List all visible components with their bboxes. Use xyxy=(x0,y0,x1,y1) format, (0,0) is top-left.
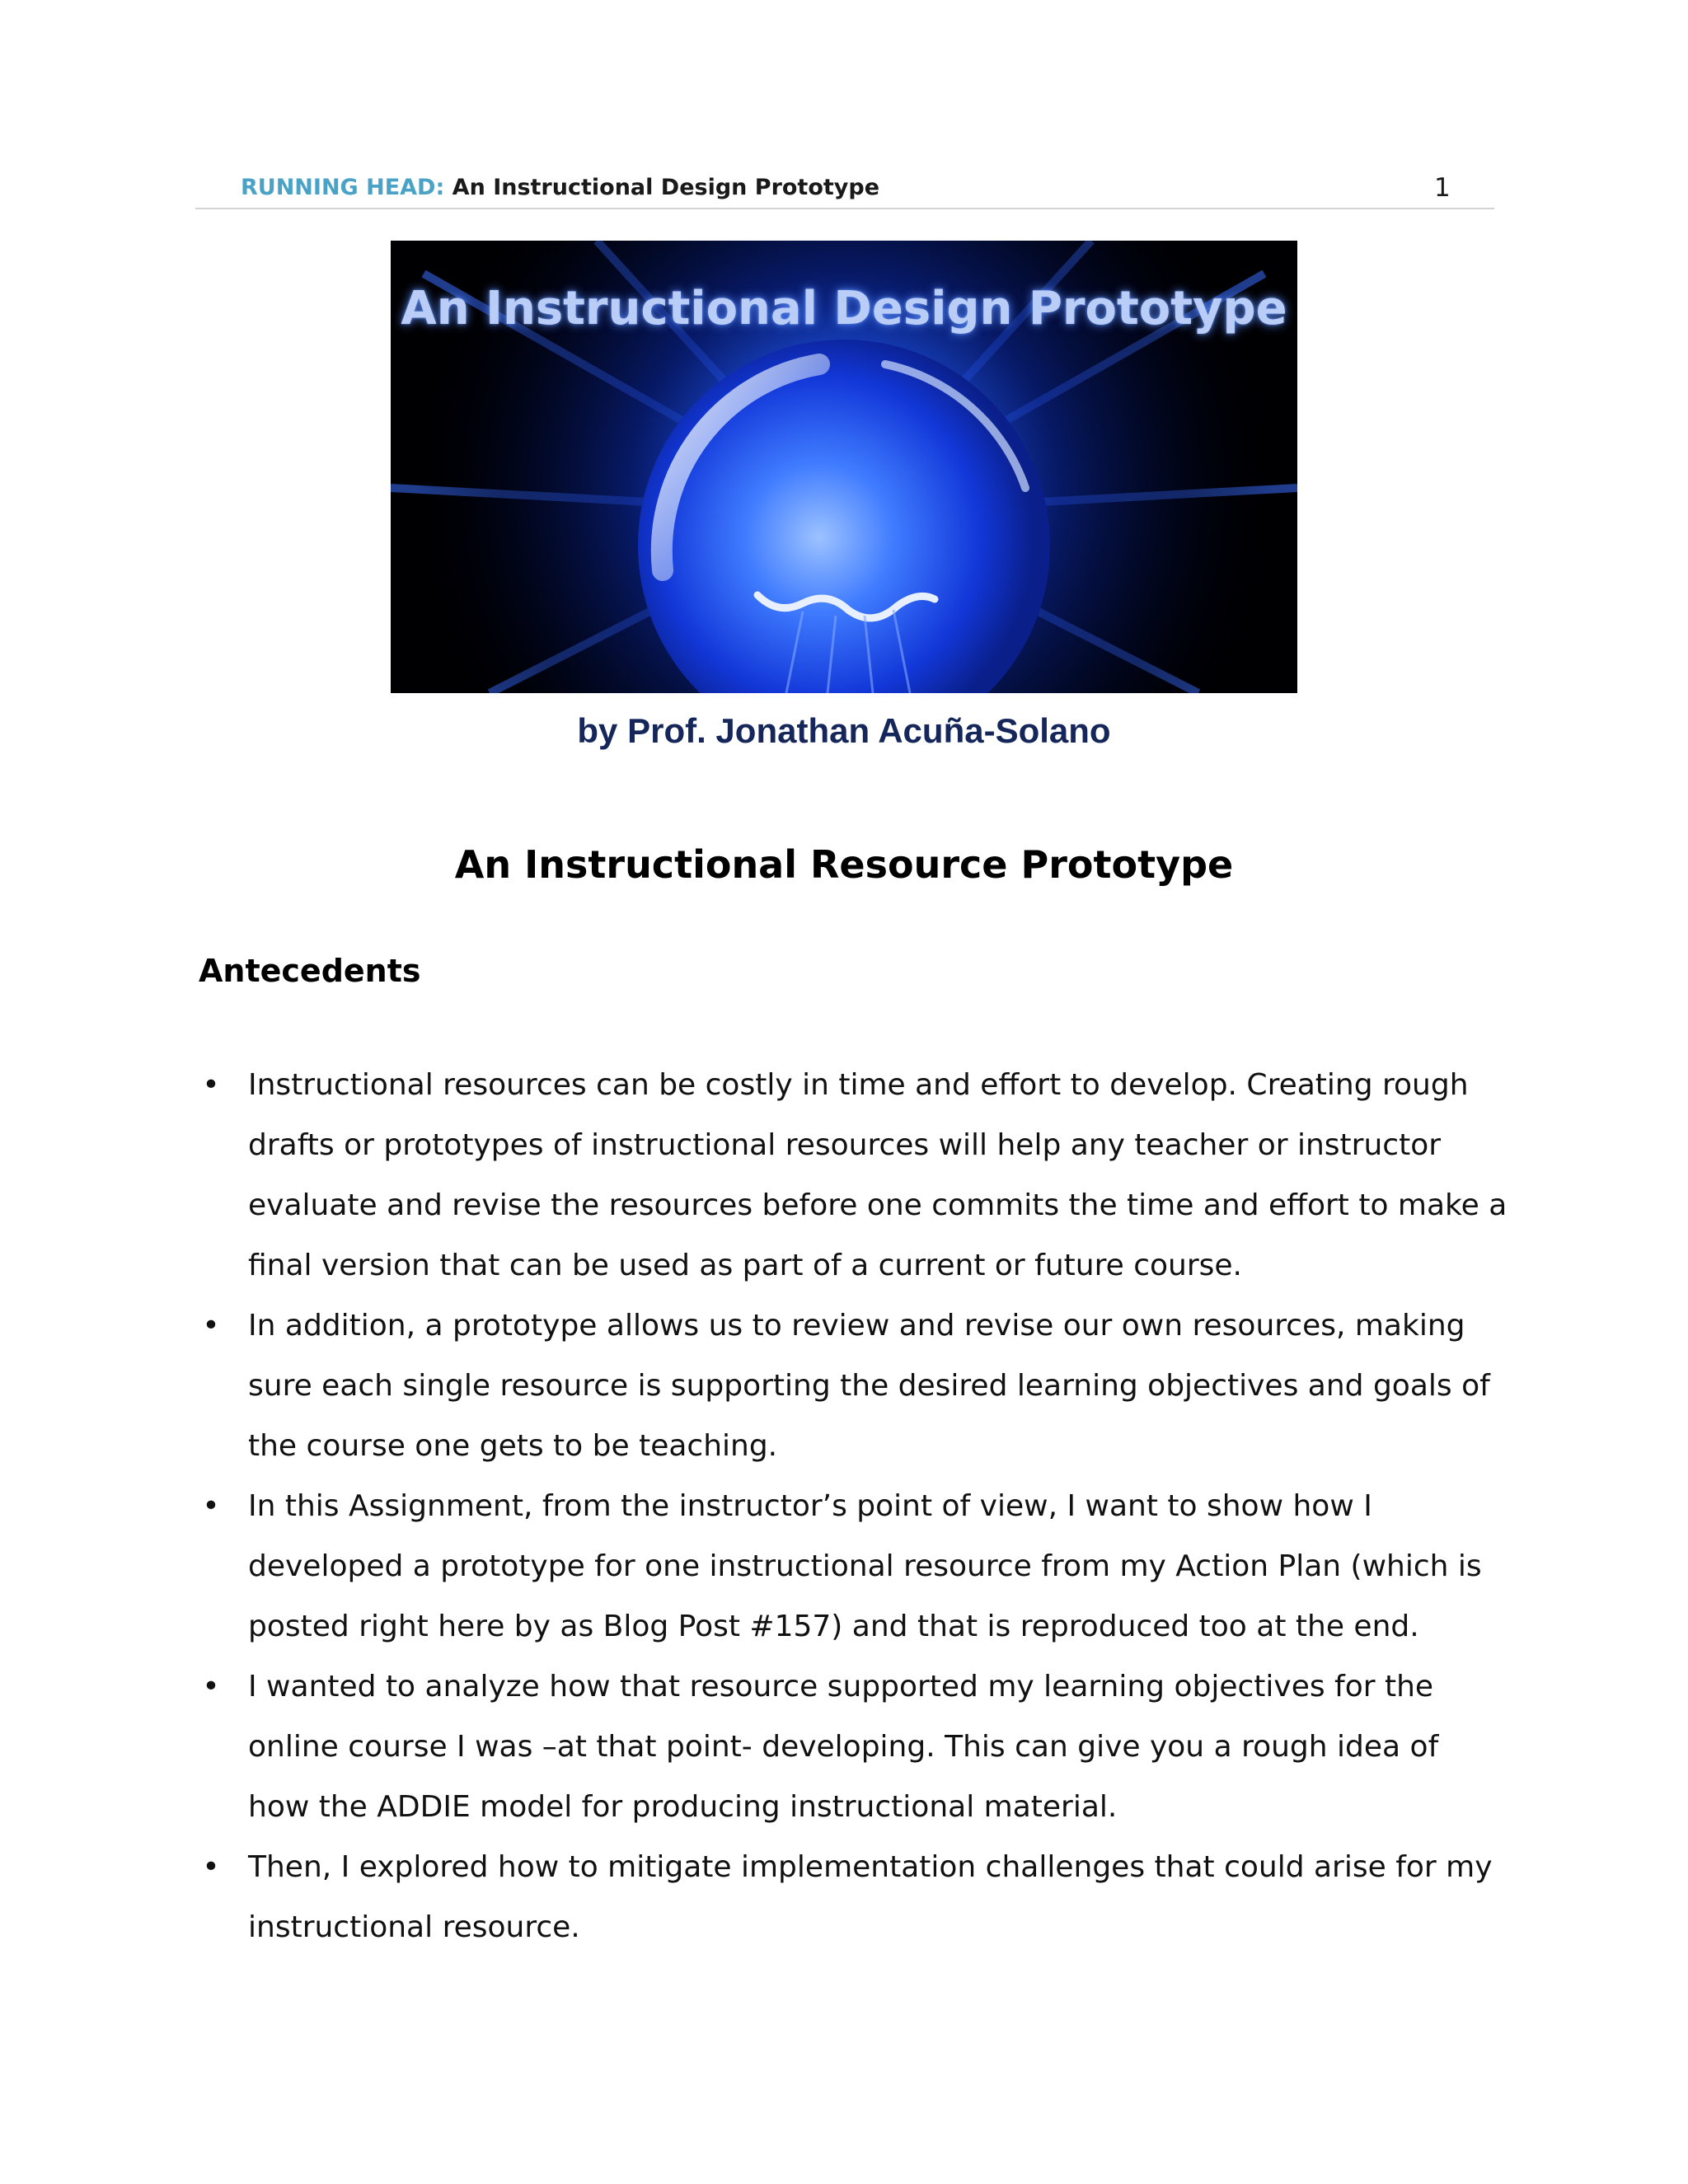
header-divider xyxy=(195,208,1494,209)
banner-image xyxy=(391,241,1297,693)
bullet-text-line: sure each single resource is supporting the desired learning objectives and goals of xyxy=(248,1369,1490,1403)
bullet-text-line: how the ADDIE model for producing instructional material. xyxy=(248,1790,1118,1824)
bullet-text-line: posted right here by as Blog Post #157) and that is reproduced too at the end. xyxy=(248,1610,1419,1643)
bullet-text-line: In addition, a prototype allows us to review and revise our own resources, making xyxy=(248,1309,1465,1343)
bullet-text-line: instructional resource. xyxy=(248,1910,580,1944)
running-head-title: An Instructional Design Prototype xyxy=(452,175,880,200)
bullet-icon: • xyxy=(202,1309,220,1343)
list-item xyxy=(199,1657,1494,1837)
banner-byline: by Prof. Jonathan Acuña-Solano xyxy=(577,711,1111,750)
bullet-text-line: In this Assignment, from the instructor’s point of view, I want to show how I xyxy=(248,1489,1372,1523)
bullet-icon: • xyxy=(202,1068,220,1102)
bullet-text-line: developed a prototype for one instructional resource from my Action Plan (which is xyxy=(248,1549,1482,1583)
bullet-text-line: Instructional resources can be costly in time and effort to develop. Creating rough xyxy=(248,1068,1469,1102)
running-head xyxy=(241,175,879,200)
page-number: 1 xyxy=(1434,173,1451,203)
running-head-label: RUNNING HEAD: xyxy=(241,175,445,200)
bullet-icon: • xyxy=(202,1489,220,1523)
bullet-text-line: final version that can be used as part of a current or future course. xyxy=(248,1249,1242,1282)
document-title: An Instructional Resource Prototype xyxy=(454,842,1234,887)
list-item xyxy=(199,1837,1494,1957)
bullet-icon: • xyxy=(202,1850,220,1884)
section-heading: Antecedents xyxy=(199,953,421,989)
list-item xyxy=(199,1055,1507,1296)
list-item xyxy=(199,1296,1494,1476)
bullet-text-line: online course I was –at that point- developing. This can give you a rough idea of xyxy=(248,1730,1439,1764)
bullet-text-line: evaluate and revise the resources before one commits the time and effort to make a xyxy=(248,1188,1507,1222)
bullet-text-line: Then, I explored how to mitigate implementation challenges that could arise for my xyxy=(248,1850,1493,1884)
banner-title: An Instructional Design Prototype xyxy=(401,282,1287,335)
list-item xyxy=(199,1476,1494,1657)
bullet-text-line: I wanted to analyze how that resource supported my learning objectives for the xyxy=(248,1670,1434,1704)
bullet-text-line: the course one gets to be teaching. xyxy=(248,1429,778,1463)
bullet-text-line: drafts or prototypes of instructional resources will help any teacher or instructor xyxy=(248,1128,1442,1162)
bullet-list xyxy=(199,1055,1507,1957)
bullet-icon: • xyxy=(202,1670,220,1704)
